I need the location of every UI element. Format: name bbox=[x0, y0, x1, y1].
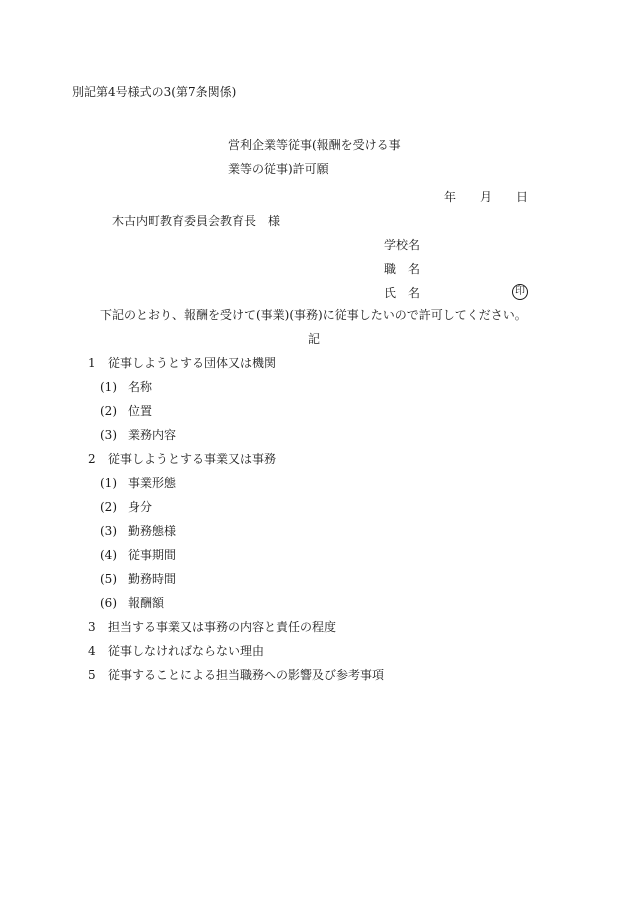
subsection-2-3 bbox=[100, 523, 176, 539]
section-text: 従事しようとする団体又は機関 bbox=[108, 356, 277, 370]
subsection-number: (4) bbox=[100, 548, 117, 562]
section-2 bbox=[88, 451, 276, 467]
school-name-label: 学校名 bbox=[384, 238, 421, 252]
section-1 bbox=[88, 355, 276, 371]
position-label-first: 職 bbox=[384, 262, 397, 276]
section-number: 2 bbox=[88, 452, 96, 466]
section-4 bbox=[88, 643, 264, 659]
subsection-number: (6) bbox=[100, 596, 117, 610]
subsection-2-6 bbox=[100, 595, 164, 611]
subsection-number: (5) bbox=[100, 572, 117, 586]
date-day-label: 日 bbox=[516, 190, 529, 204]
section-text: 従事することによる担当職務への影響及び参考事項 bbox=[108, 668, 385, 682]
name-label-second: 名 bbox=[408, 286, 421, 300]
section-number: 5 bbox=[88, 668, 96, 682]
subsection-text: 従事期間 bbox=[128, 548, 177, 562]
position-label-second: 名 bbox=[408, 262, 421, 276]
subsection-number: (1) bbox=[100, 476, 117, 490]
subsection-text: 報酬額 bbox=[128, 596, 165, 610]
section-text: 従事しなければならない理由 bbox=[108, 644, 265, 658]
name-field bbox=[384, 285, 420, 301]
document-title-line-2: 業等の従事)許可願 bbox=[228, 162, 329, 176]
request-statement: 下記のとおり、報酬を受けて(事業)(事務)に従事したいので許可してください。 bbox=[100, 308, 527, 322]
seal-mark: 印 bbox=[512, 284, 528, 300]
subsection-2-2 bbox=[100, 499, 152, 515]
note-heading: 記 bbox=[308, 332, 321, 346]
school-name-field bbox=[384, 237, 420, 253]
section-3 bbox=[88, 619, 336, 635]
name-label-first: 氏 bbox=[384, 286, 397, 300]
date-year-label: 年 bbox=[444, 190, 457, 204]
subsection-number: (1) bbox=[100, 380, 117, 394]
subsection-text: 業務内容 bbox=[128, 428, 177, 442]
date-line bbox=[444, 189, 528, 205]
subsection-1-1 bbox=[100, 379, 152, 395]
subsection-text: 身分 bbox=[128, 500, 153, 514]
section-text: 従事しようとする事業又は事務 bbox=[108, 452, 277, 466]
document-title-line-1: 営利企業等従事(報酬を受ける事 bbox=[228, 138, 401, 152]
addressee-name: 木古内町教育委員会教育長 bbox=[112, 214, 257, 228]
subsection-text: 勤務時間 bbox=[128, 572, 177, 586]
subsection-number: (3) bbox=[100, 428, 117, 442]
subsection-2-4 bbox=[100, 547, 176, 563]
addressee-honorific: 様 bbox=[268, 214, 281, 228]
section-5 bbox=[88, 667, 384, 683]
form-number: 別記第4号様式の3(第7条関係) bbox=[72, 85, 237, 99]
subsection-number: (2) bbox=[100, 500, 117, 514]
subsection-2-1 bbox=[100, 475, 176, 491]
subsection-1-2 bbox=[100, 403, 152, 419]
subsection-1-3 bbox=[100, 427, 176, 443]
subsection-text: 名称 bbox=[128, 380, 153, 394]
section-number: 4 bbox=[88, 644, 96, 658]
position-field bbox=[384, 261, 420, 277]
subsection-number: (2) bbox=[100, 404, 117, 418]
subsection-2-5 bbox=[100, 571, 176, 587]
subsection-number: (3) bbox=[100, 524, 117, 538]
section-text: 担当する事業又は事務の内容と責任の程度 bbox=[108, 620, 337, 634]
date-month-label: 月 bbox=[480, 190, 493, 204]
subsection-text: 勤務態様 bbox=[128, 524, 177, 538]
subsection-text: 事業形態 bbox=[128, 476, 177, 490]
addressee bbox=[112, 213, 280, 229]
section-number: 3 bbox=[88, 620, 96, 634]
section-number: 1 bbox=[88, 356, 96, 370]
subsection-text: 位置 bbox=[128, 404, 153, 418]
